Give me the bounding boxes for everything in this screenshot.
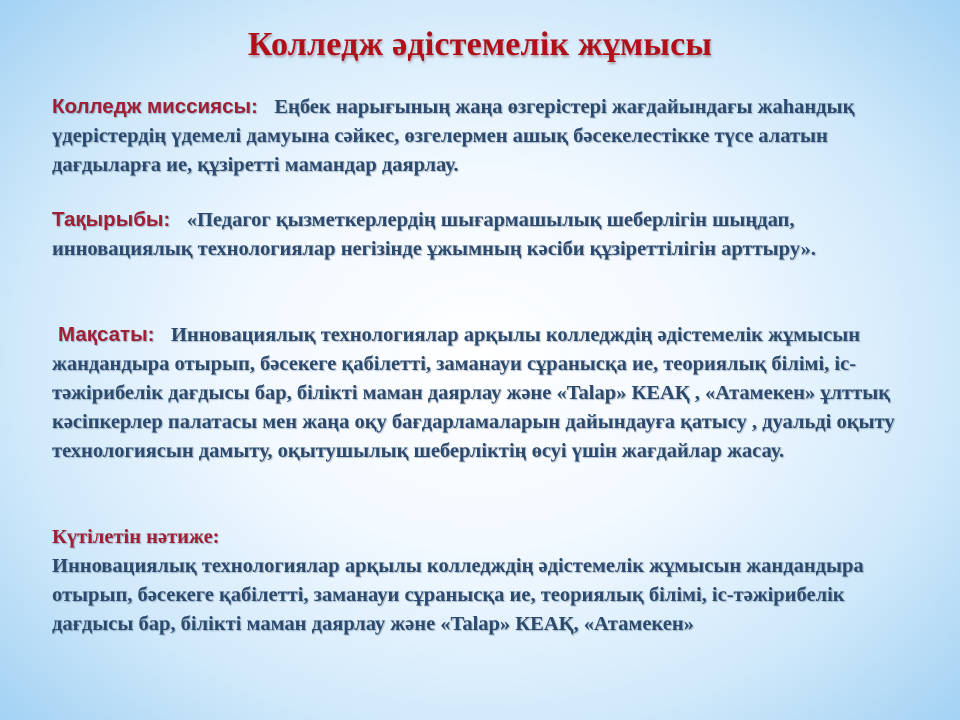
topic-section <box>52 205 912 264</box>
mission-section <box>52 92 912 180</box>
slide-title: Колледж әдістемелік жұмысы <box>247 26 713 63</box>
expected-result-label: Күтілетін нәтиже: <box>52 526 220 548</box>
goal-section <box>52 320 912 466</box>
topic-label: Тақырыбы: <box>52 208 182 231</box>
expected-result-text: Инновациялық технологиялар арқылы колледждің әдістемелік жұмысын жандандыра отырып, бәсекеге қабілетті, заманауи сұранысқа ие, теориялық білімі, іс-тәжірибелік дағдысы бар, білікті маман даярлау және «Talap» КЕАҚ, «Атамекен» <box>52 555 864 635</box>
mission-text: Еңбек нарығының жаңа өзгерістері жағдайындағы жаһандық үдерістердің үдемелі дамуына сәйкес, өзгелермен ашық бәсекелестікке түсе алатын дағдыларға ие, құзіретті мамандар даярлау. <box>52 96 855 176</box>
topic-text: «Педагог қызметкерлердің шығармашылық шеберлігін шыңдап, инновациялық технологиялар негізінде ұжымның кәсіби құзіреттілігін арттыру». <box>52 209 816 260</box>
expected-result-section <box>52 523 912 639</box>
mission-label: Колледж миссиясы: <box>52 95 270 118</box>
goal-text: Инновациялық технологиялар арқылы колледждің әдістемелік жұмысын жандандыра отырып, бәсекеге қабілетті, заманауи сұранысқа ие, теориялық білімі, іс-тәжірибелік дағдысы бар, білікті маман даярлау және «Talap» КЕАҚ , «Атамекен» ұлттық кәсіпкерлер палатасы мен жаңа оқу бағдарламаларын дайындауға қатысу , дуальді оқыту технологиясын дамыту, оқытушылық шеберліктің өсуі үшін жағдайлар жасау. <box>52 324 895 462</box>
goal-label: Мақсаты: <box>58 323 166 346</box>
